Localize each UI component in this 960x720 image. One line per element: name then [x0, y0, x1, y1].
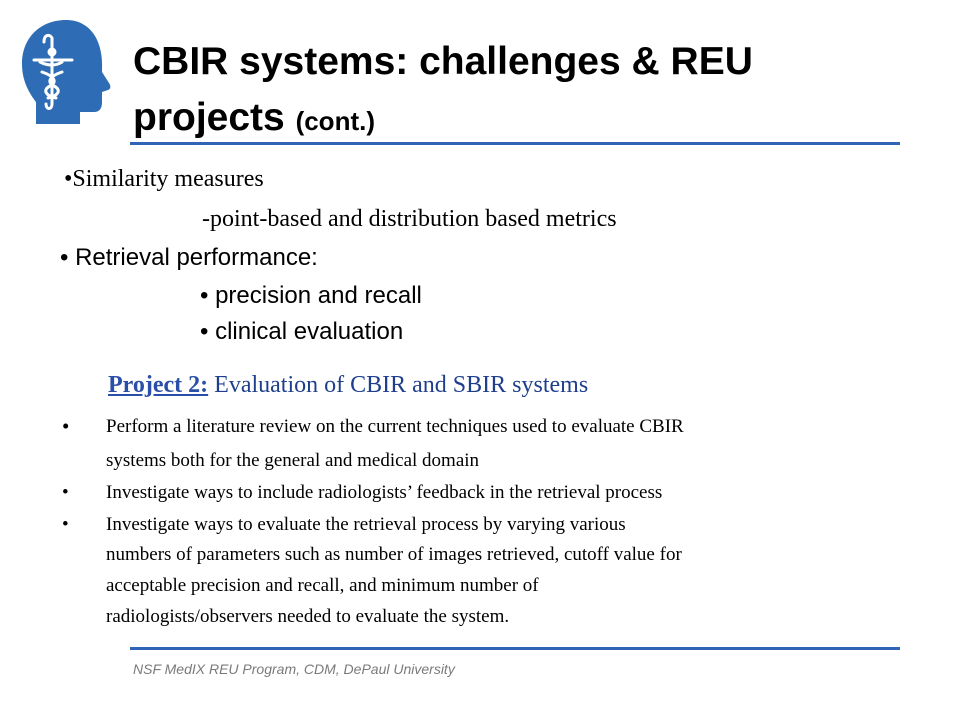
project-heading [108, 372, 588, 399]
project-item-line: Investigate ways to evaluate the retrieval process by varying various [106, 514, 626, 535]
bullet-dot: • [64, 166, 73, 192]
project-title: Evaluation of CBIR and SBIR systems [208, 372, 589, 398]
slide-title-line-2 [133, 90, 913, 149]
bullet-dot: • [60, 244, 69, 271]
sub-bullet-label: clinical evaluation [215, 318, 404, 345]
project-item-line: acceptable precision and recall, and minimum number of [106, 575, 539, 596]
sub-bullet-label: precision and recall [215, 282, 422, 309]
slide-title-word: projects [133, 96, 285, 139]
project-item-line: Investigate ways to include radiologists’ feedback in the retrieval process [106, 482, 663, 503]
bullet-label: Similarity measures [72, 166, 264, 192]
bullet-dot: • [200, 318, 209, 345]
project-item-line: systems both for the general and medical domain [106, 450, 480, 471]
footer-divider [130, 647, 900, 650]
project-item-bullet: • [62, 482, 69, 503]
slide-title [133, 34, 913, 149]
head-profile-icon [22, 20, 110, 124]
title-divider [130, 142, 900, 145]
slide-title-line-1: CBIR systems: challenges & REU [133, 40, 753, 83]
sub-bullet-precision [200, 282, 422, 310]
project-item-bullet: • [62, 514, 69, 535]
medix-logo [14, 16, 122, 128]
slide-title-suffix: (cont.) [295, 106, 375, 136]
project-item-line: numbers of parameters such as number of images retrieved, cutoff value for [106, 544, 682, 565]
bullet-dot: • [200, 282, 209, 309]
bullet-label: Retrieval performance: [75, 244, 318, 271]
bullet-retrieval [60, 244, 318, 272]
project-item-line: radiologists/observers needed to evaluate the system. [106, 606, 510, 627]
sub-bullet-clinical [200, 318, 403, 346]
footer-text: NSF MedIX REU Program, CDM, DePaul University [133, 661, 455, 677]
project-label: Project 2: [108, 372, 209, 398]
project-item-line: Perform a literature review on the current techniques used to evaluate CBIR [106, 416, 684, 437]
project-item-bullet: • [62, 414, 70, 438]
bullet-similarity [64, 166, 264, 193]
bullet-similarity-sub: -point-based and distribution based metrics [202, 206, 617, 232]
